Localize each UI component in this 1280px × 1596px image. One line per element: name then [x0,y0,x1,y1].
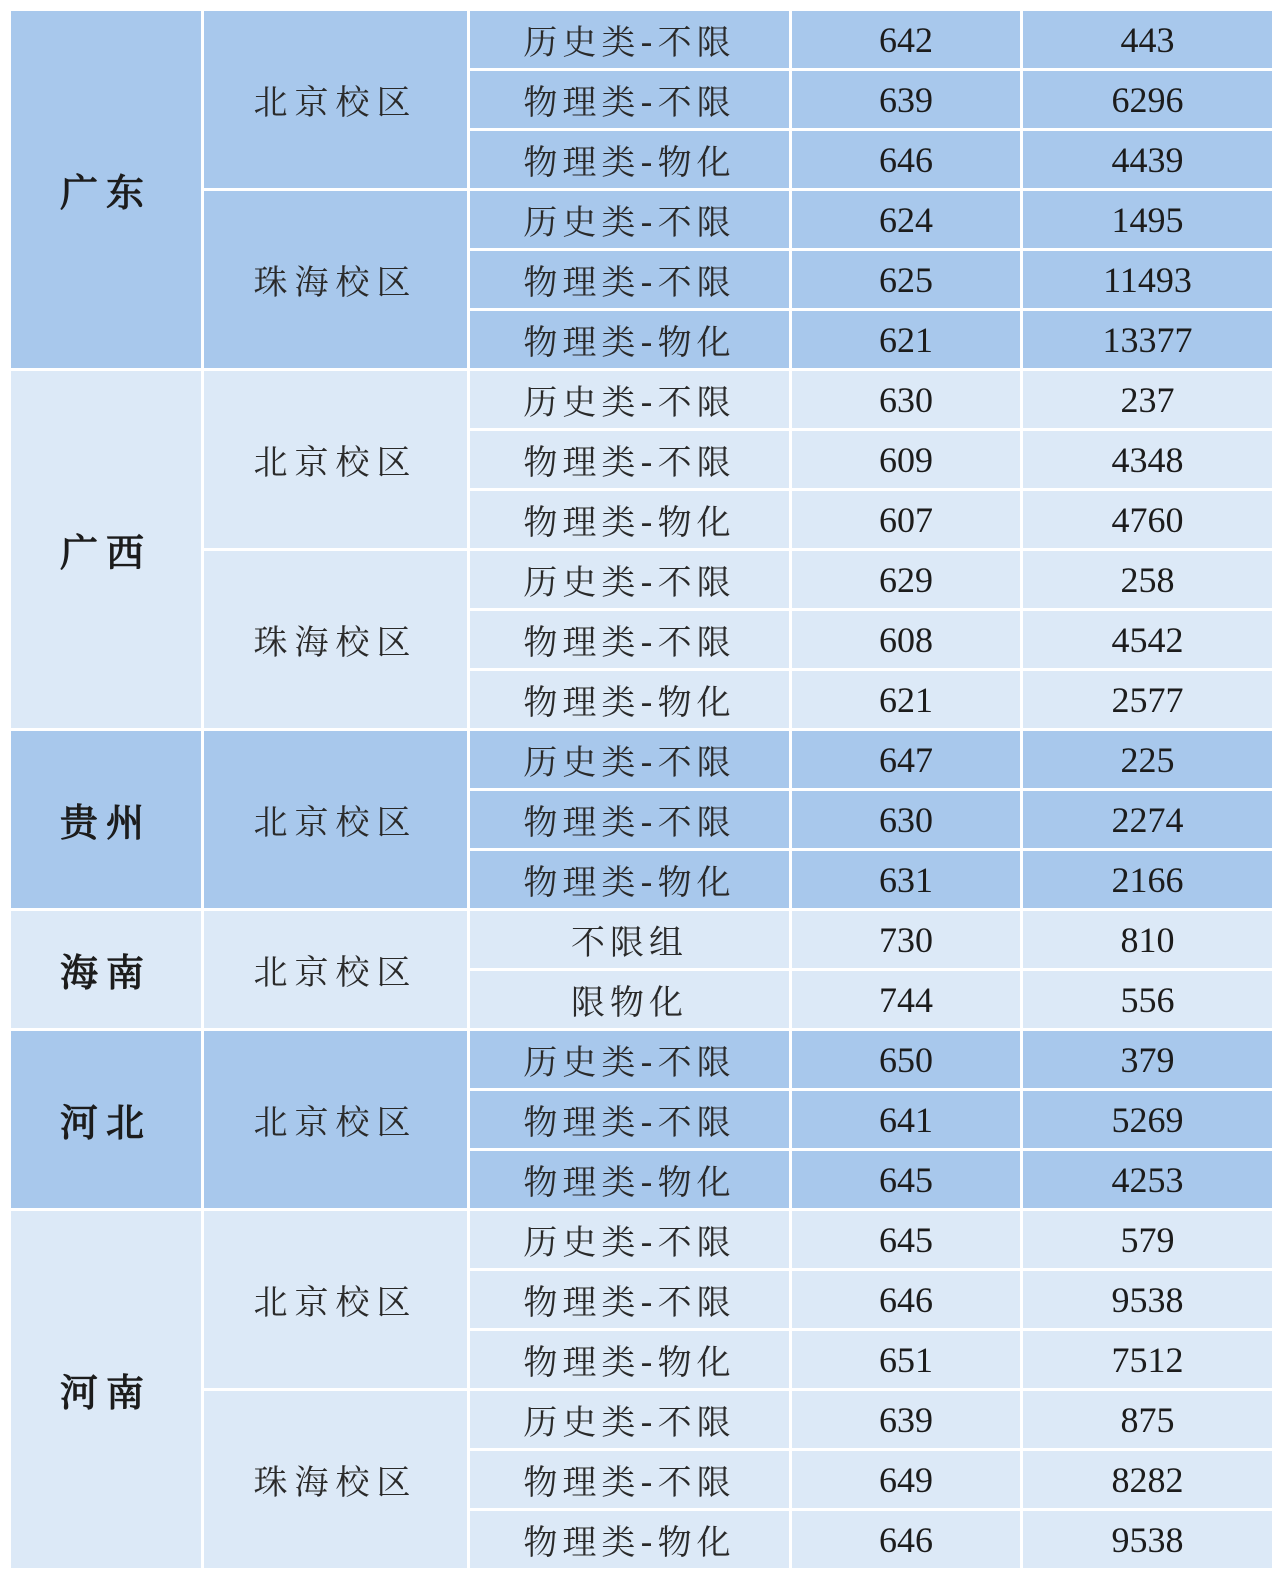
campus-cell: 北京校区 [203,370,469,550]
rank-cell: 2577 [1022,670,1274,730]
subject-cell: 物理类-不限 [469,1270,791,1330]
subject-cell: 物理类-不限 [469,790,791,850]
campus-cell: 北京校区 [203,1210,469,1390]
rank-cell: 443 [1022,10,1274,70]
score-cell: 730 [791,910,1022,970]
rank-cell: 875 [1022,1390,1274,1450]
score-cell: 647 [791,730,1022,790]
rank-cell: 8282 [1022,1450,1274,1510]
score-cell: 639 [791,1390,1022,1450]
subject-cell: 物理类-物化 [469,1150,791,1210]
subject-cell: 物理类-不限 [469,250,791,310]
score-cell: 625 [791,250,1022,310]
province-cell: 河北 [10,1030,203,1210]
province-cell: 河南 [10,1210,203,1570]
subject-cell: 物理类-不限 [469,1090,791,1150]
subject-cell: 历史类-不限 [469,10,791,70]
subject-cell: 历史类-不限 [469,190,791,250]
score-cell: 624 [791,190,1022,250]
rank-cell: 4253 [1022,1150,1274,1210]
score-cell: 608 [791,610,1022,670]
score-cell: 744 [791,970,1022,1030]
score-cell: 631 [791,850,1022,910]
table-body [10,10,1274,1570]
score-cell: 621 [791,670,1022,730]
rank-cell: 4439 [1022,130,1274,190]
subject-cell: 物理类-不限 [469,70,791,130]
table-row [10,10,1274,70]
campus-cell: 北京校区 [203,730,469,910]
subject-cell: 物理类-物化 [469,670,791,730]
score-cell: 646 [791,1270,1022,1330]
score-cell: 629 [791,550,1022,610]
rank-cell: 6296 [1022,70,1274,130]
province-cell: 广西 [10,370,203,730]
score-cell: 646 [791,130,1022,190]
rank-cell: 4760 [1022,490,1274,550]
subject-cell: 物理类-物化 [469,490,791,550]
rank-cell: 4542 [1022,610,1274,670]
rank-cell: 810 [1022,910,1274,970]
province-cell: 海南 [10,910,203,1030]
rank-cell: 9538 [1022,1510,1274,1570]
rank-cell: 237 [1022,370,1274,430]
admission-score-table [8,8,1275,1571]
table-row [10,1030,1274,1090]
subject-cell: 不限组 [469,910,791,970]
subject-cell: 历史类-不限 [469,1210,791,1270]
subject-cell: 历史类-不限 [469,730,791,790]
subject-cell: 物理类-不限 [469,430,791,490]
rank-cell: 2274 [1022,790,1274,850]
rank-cell: 1495 [1022,190,1274,250]
campus-cell: 珠海校区 [203,1390,469,1570]
score-cell: 621 [791,310,1022,370]
score-cell: 650 [791,1030,1022,1090]
score-cell: 642 [791,10,1022,70]
province-cell: 贵州 [10,730,203,910]
table-row [10,1210,1274,1270]
campus-cell: 北京校区 [203,910,469,1030]
subject-cell: 历史类-不限 [469,550,791,610]
score-cell: 630 [791,790,1022,850]
table-row [10,910,1274,970]
score-cell: 639 [791,70,1022,130]
rank-cell: 11493 [1022,250,1274,310]
score-cell: 645 [791,1150,1022,1210]
table-row [10,370,1274,430]
campus-cell: 北京校区 [203,1030,469,1210]
subject-cell: 物理类-物化 [469,1510,791,1570]
rank-cell: 579 [1022,1210,1274,1270]
campus-cell: 珠海校区 [203,550,469,730]
province-cell: 广东 [10,10,203,370]
score-cell: 651 [791,1330,1022,1390]
rank-cell: 258 [1022,550,1274,610]
score-cell: 641 [791,1090,1022,1150]
score-cell: 646 [791,1510,1022,1570]
score-cell: 630 [791,370,1022,430]
rank-cell: 225 [1022,730,1274,790]
score-cell: 649 [791,1450,1022,1510]
subject-cell: 限物化 [469,970,791,1030]
table-row [10,730,1274,790]
subject-cell: 历史类-不限 [469,370,791,430]
subject-cell: 物理类-不限 [469,610,791,670]
rank-cell: 4348 [1022,430,1274,490]
rank-cell: 7512 [1022,1330,1274,1390]
subject-cell: 物理类-不限 [469,1450,791,1510]
rank-cell: 379 [1022,1030,1274,1090]
subject-cell: 物理类-物化 [469,850,791,910]
subject-cell: 历史类-不限 [469,1390,791,1450]
rank-cell: 9538 [1022,1270,1274,1330]
rank-cell: 556 [1022,970,1274,1030]
score-cell: 645 [791,1210,1022,1270]
rank-cell: 13377 [1022,310,1274,370]
subject-cell: 物理类-物化 [469,310,791,370]
subject-cell: 历史类-不限 [469,1030,791,1090]
rank-cell: 2166 [1022,850,1274,910]
campus-cell: 北京校区 [203,10,469,190]
score-cell: 607 [791,490,1022,550]
subject-cell: 物理类-物化 [469,1330,791,1390]
score-cell: 609 [791,430,1022,490]
score-table-wrapper [8,8,1275,1571]
rank-cell: 5269 [1022,1090,1274,1150]
subject-cell: 物理类-物化 [469,130,791,190]
campus-cell: 珠海校区 [203,190,469,370]
